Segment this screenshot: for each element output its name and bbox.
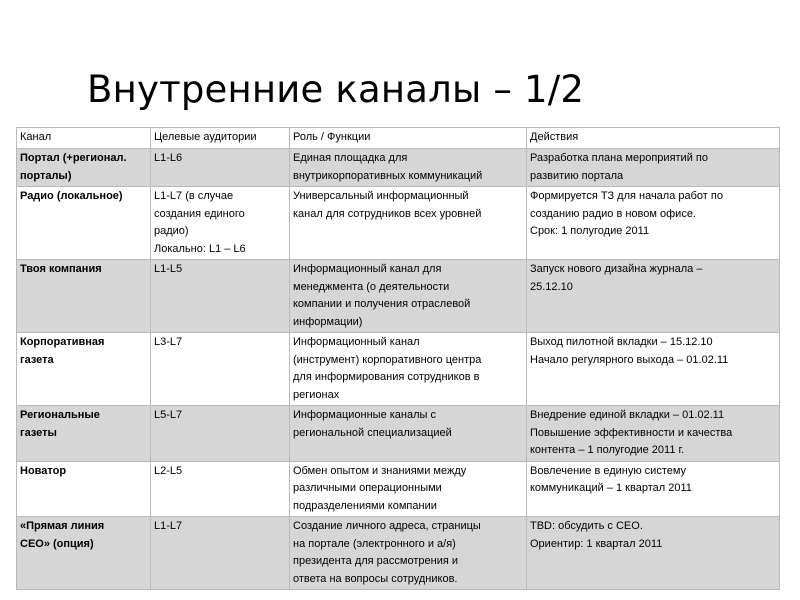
cell-line: создания единого xyxy=(154,207,245,220)
cell-line: L2-L5 xyxy=(154,464,183,477)
cell-line: ответа на вопросы сотрудников. xyxy=(293,572,458,585)
cell-line: газеты xyxy=(20,426,57,439)
table-row xyxy=(17,517,780,590)
cell-actions xyxy=(527,517,780,590)
cell-line: Начало регулярного выхода – 01.02.11 xyxy=(530,353,729,366)
cell-channel xyxy=(17,149,151,187)
cell-line: TBD: обсудить с СЕО. xyxy=(530,520,643,532)
cell-actions xyxy=(527,187,780,260)
cell-actions xyxy=(527,406,780,462)
cell-line: президента для рассмотрения и xyxy=(293,555,459,567)
cell-line: на портале (электронного и а/я) xyxy=(293,537,456,550)
cell-line: развитию портала xyxy=(530,169,624,182)
cell-audience xyxy=(151,333,290,406)
cell-actions xyxy=(527,461,780,517)
cell-line: Новатор xyxy=(20,464,67,477)
cell-line: Разработка плана мероприятий по xyxy=(530,152,708,164)
slide-title: Внутренние каналы – 1/2 xyxy=(87,68,585,111)
cell-line: Информационный канал для xyxy=(293,263,442,275)
cell-line: газета xyxy=(20,353,54,366)
cell-line: подразделениями компании xyxy=(293,499,437,512)
cell-line: Региональные xyxy=(20,409,100,421)
cell-line: L5-L7 xyxy=(154,409,183,421)
table-row xyxy=(17,187,780,260)
cell-channel xyxy=(17,461,151,517)
cell-line: Создание личного адреса, страницы xyxy=(293,520,481,532)
header-channel: Канал xyxy=(17,128,151,149)
cell-line: радио) xyxy=(154,225,189,237)
cell-actions xyxy=(527,260,780,333)
table-row xyxy=(17,333,780,406)
cell-role xyxy=(290,187,527,260)
cell-channel xyxy=(17,333,151,406)
cell-line: 25.12.10 xyxy=(530,280,573,293)
cell-line: Повышение эффективности и качества xyxy=(530,426,733,439)
cell-line: порталы) xyxy=(20,169,72,182)
cell-line: L1-L5 xyxy=(154,263,183,275)
table-row xyxy=(17,149,780,187)
cell-channel xyxy=(17,260,151,333)
cell-audience xyxy=(151,260,290,333)
cell-audience xyxy=(151,149,290,187)
cell-line: «Прямая линия xyxy=(20,520,105,532)
cell-line: Обмен опытом и знаниями между xyxy=(293,464,467,477)
cell-line: L1-L6 xyxy=(154,152,183,164)
cell-role xyxy=(290,149,527,187)
cell-role xyxy=(290,260,527,333)
cell-role xyxy=(290,517,527,590)
cell-line: Выход пилотной вкладки – 15.12.10 xyxy=(530,336,713,348)
cell-audience xyxy=(151,517,290,590)
cell-line: внутрикорпоративных коммуникаций xyxy=(293,169,483,182)
cell-line: информации) xyxy=(293,315,363,328)
cell-line: Локально: L1 – L6 xyxy=(154,242,246,255)
table-body xyxy=(17,149,780,590)
cell-line: Формируется ТЗ для начала работ по xyxy=(530,190,723,202)
header-role: Роль / Функции xyxy=(290,128,527,149)
cell-line: Внедрение единой вкладки – 01.02.11 xyxy=(530,409,725,421)
cell-channel xyxy=(17,187,151,260)
cell-line: Единая площадка для xyxy=(293,152,408,164)
cell-line: для информирования сотрудников в xyxy=(293,371,480,383)
cell-actions xyxy=(527,149,780,187)
cell-channel xyxy=(17,517,151,590)
table-row xyxy=(17,461,780,517)
channels-table xyxy=(16,127,780,590)
cell-line: Запуск нового дизайна журнала – xyxy=(530,263,703,275)
cell-line: регионах xyxy=(293,388,340,401)
cell-line: L3-L7 xyxy=(154,336,183,348)
cell-audience xyxy=(151,461,290,517)
cell-line: Вовлечение в единую систему xyxy=(530,464,687,477)
cell-line: коммуникаций – 1 квартал 2011 xyxy=(530,482,692,494)
cell-role xyxy=(290,461,527,517)
header-actions: Действия xyxy=(527,128,780,149)
cell-line: компании и получения отраслевой xyxy=(293,298,471,310)
cell-line: Радио (локальное) xyxy=(20,190,123,202)
cell-line: СЕО» (опция) xyxy=(20,537,94,550)
table-header-row xyxy=(17,128,780,149)
table-row xyxy=(17,406,780,462)
cell-channel xyxy=(17,406,151,462)
header-audience: Целевые аудитории xyxy=(151,128,290,149)
cell-line: менеджмента (о деятельности xyxy=(293,280,450,293)
cell-line: Информационные каналы с xyxy=(293,409,436,421)
cell-line: Твоя компания xyxy=(20,263,102,275)
cell-line: Универсальный информационный xyxy=(293,190,469,202)
cell-line: L1-L7 (в случае xyxy=(154,190,234,202)
cell-line: L1-L7 xyxy=(154,520,183,532)
table-row xyxy=(17,260,780,333)
cell-line: Ориентир: 1 квартал 2011 xyxy=(530,537,663,550)
cell-line: созданию радио в новом офисе. xyxy=(530,207,696,220)
cell-line: контента – 1 полугодие 2011 г. xyxy=(530,444,685,456)
cell-line: канал для сотрудников всех уровней xyxy=(293,207,482,220)
cell-line: Информационный канал xyxy=(293,336,420,348)
cell-audience xyxy=(151,406,290,462)
cell-audience xyxy=(151,187,290,260)
cell-role xyxy=(290,406,527,462)
cell-role xyxy=(290,333,527,406)
cell-line: Портал (+регионал. xyxy=(20,152,127,164)
cell-line: (инструмент) корпоративного центра xyxy=(293,353,482,366)
cell-line: Срок: 1 полугодие 2011 xyxy=(530,225,650,237)
cell-line: Корпоративная xyxy=(20,336,105,348)
cell-line: различными операционными xyxy=(293,482,442,494)
cell-line: региональной специализацией xyxy=(293,426,452,439)
cell-actions xyxy=(527,333,780,406)
